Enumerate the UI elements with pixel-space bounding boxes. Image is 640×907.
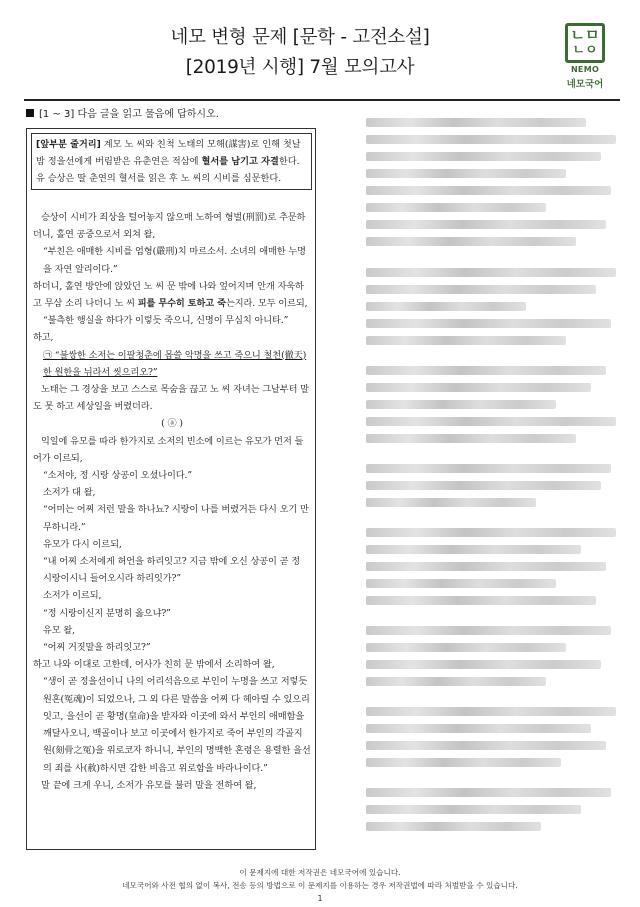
- blurred-text-line: [366, 643, 566, 652]
- blurred-text-line: [366, 481, 601, 490]
- passage-paragraph: [33, 278, 311, 312]
- blurred-text-line: [366, 579, 556, 588]
- blurred-text-line: [366, 707, 616, 716]
- blurred-text-line: [366, 285, 596, 294]
- plot-summary-box: [31, 133, 312, 190]
- passage-paragraph: “불측한 행실을 하다가 이렇듯 죽으니, 신명이 무심치 아니타.”: [43, 315, 289, 327]
- blurred-text-line: [366, 220, 606, 229]
- passage-paragraph: 소저가 대 왈,: [43, 487, 96, 499]
- blurred-text-line: [366, 677, 546, 686]
- blurred-text-line: [366, 788, 611, 797]
- page-subtitle: [2019년 시행] 7월 모의고사: [185, 57, 415, 78]
- blurred-questions-column: [346, 108, 620, 850]
- passage-paragraph: “어찌 거짓말을 하리잇고?”: [43, 642, 151, 654]
- blurred-text-line: [366, 562, 606, 571]
- blurred-text-line: [366, 203, 546, 212]
- passage-text: 는지라. 모두 이르되,: [225, 298, 308, 310]
- blurred-text-line: [366, 118, 586, 127]
- blurred-text-line: [366, 805, 581, 814]
- passage-paragraph: “생이 곧 정을선이니 나의 어리석음으로 부인이 누명을 쓰고 저렇듯 원혼(冤魂)이 되었으나, 그 외 다른 말씀을 어찌 다 헤아릴 수 있으리잇고, 을선이 곧 황명(皇命)을 받자와 이곳에 와서 부인의 애매함을 깨달사오니, 백골이나 보고 이곳에서 한가지로 죽어 부인의 각골지원(刻骨之冤)을 위로코자 하니니, 부인의 명백한 혼령은 용렬한 을선의 죄를 사(赦)하시면 감한 비음고 위로함을 바라나이다.”: [43, 676, 311, 774]
- passage-box: [26, 128, 316, 850]
- blurred-text-line: [366, 596, 596, 605]
- passage-body: [33, 209, 311, 794]
- passage-paragraph: 유모가 다시 이르되,: [43, 538, 122, 550]
- square-bullet-icon: [26, 109, 34, 117]
- logo-glyph-top: ㄴㅁ: [570, 26, 600, 44]
- passage-paragraph: 승상이 시비가 죄상을 털어놓지 않으매 노하여 형벌(刑罰)로 추문하더니, 홀연 공중으로서 외쳐 왈,: [33, 212, 306, 241]
- blurred-text-line: [366, 152, 601, 161]
- header-divider: [24, 99, 620, 101]
- passage-paragraph: 하고,: [33, 332, 54, 344]
- instruction-text: [1 ~ 3] 다음 글을 읽고 물음에 답하시오.: [39, 109, 219, 120]
- blurred-text-line: [366, 319, 611, 328]
- blurred-text-line: [366, 417, 616, 426]
- passage-paragraph: “어미는 어찌 저런 말을 하나뇨? 시랑이 나를 버렸거든 다시 오기 만무하니라.”: [43, 504, 309, 533]
- passage-paragraph: 말 끝에 크게 우니, 소저가 유모를 불러 말을 전하여 왈,: [41, 779, 257, 791]
- passage-paragraph: 소저가 이르되,: [43, 590, 102, 602]
- logo-korean-text: 네모국어: [566, 79, 604, 90]
- blurred-text-line: [366, 237, 576, 246]
- blurred-text-line: [366, 169, 566, 178]
- summary-text-2: 한다. 유 승상은 딸 춘연의 혈서를 읽은 후 노 씨의 시비를 심문한다.: [36, 156, 300, 184]
- blurred-text-line: [366, 528, 616, 537]
- blurred-text-line: [366, 498, 536, 507]
- summary-text-1: 계모 노 씨와 친척 노태의 모해(謀害)로 인해 첫날밤 정을선에게 버림받은 유춘연은 적삼에: [36, 139, 301, 167]
- passage-text: 하더니, 홀연 방안에 앉았던 노 씨 문 밖에 나와 엎어지며 안개 자욱하고 무삼 소리 나더니 노 씨: [33, 280, 304, 310]
- blurred-text-line: [366, 135, 616, 144]
- logo-mark: [565, 23, 605, 63]
- page-number: 1: [317, 894, 323, 903]
- logo-glyph-bottom: ㄴㅇ: [572, 43, 598, 58]
- blurred-text-line: [366, 336, 566, 345]
- copyright-line-2: 네모국어와 사전 협의 없이 복사, 전송 등의 방법으로 이 문제지를 이용하는 경우 저작권법에 따라 처벌받을 수 있습니다.: [122, 881, 518, 890]
- passage-paragraph: 익일에 유모를 따라 한가지로 소저의 빈소에 이르는 유모가 먼저 들어가 이르되,: [33, 435, 304, 464]
- blurred-text-line: [366, 383, 591, 392]
- blurred-text-line: [366, 186, 611, 195]
- passage-paragraph: “부친은 애매한 시비를 엄형(嚴刑)치 마르소서. 소녀의 애매한 누명을 자연 알리이다.”: [43, 246, 306, 275]
- blurred-text-line: [366, 724, 591, 733]
- passage-underlined-quote: ㉠ “불쌍한 소저는 이팔청춘에 몹쓸 악명을 쓰고 죽으니 철천(徹天)한 원한을 뉘라서 씻으리오?”: [43, 349, 307, 378]
- summary-bold-text: 혈서를 남기고 자결: [201, 156, 279, 167]
- nemo-logo: [560, 20, 620, 90]
- passage-paragraph: 노태는 그 경상을 보고 스스로 목숨을 끊고 노 씨 자녀는 그날부터 말도 못 하고 세상일을 버렸더라.: [33, 384, 309, 413]
- passage-paragraph: “소저야, 정 시랑 상공이 오셨나이다.”: [43, 470, 192, 482]
- blurred-text-line: [366, 302, 526, 311]
- question-instruction: [26, 108, 219, 122]
- passage-paragraph: 하고 나와 이대로 고한데, 어사가 친히 문 밖에서 소리하여 왈,: [33, 659, 275, 671]
- passage-paragraph: 유모 왈,: [43, 624, 75, 636]
- page-title: 네모 변형 문제 [문학 - 고전소설]: [170, 27, 430, 48]
- passage-paragraph: “정 시랑이신지 분명히 옳으냐?”: [43, 607, 171, 619]
- blurred-text-line: [366, 366, 606, 375]
- blurred-text-line: [366, 545, 581, 554]
- blurred-text-line: [366, 822, 541, 831]
- page-header: [0, 0, 640, 92]
- blurred-text-line: [366, 464, 611, 473]
- logo-english-text: NEMO: [570, 65, 600, 74]
- summary-label: [앞부분 줄거리]: [36, 139, 101, 150]
- blurred-text-line: [366, 434, 576, 443]
- blurred-text-line: [366, 741, 606, 750]
- blurred-text-line: [366, 660, 601, 669]
- passage-paragraph: “내 어찌 소저에게 허언을 하리잇고? 지금 밖에 오신 상공이 곧 정 시랑이시니 들어오시라 하리잇가?”: [43, 556, 301, 585]
- blurred-text-line: [366, 758, 561, 767]
- copyright-footer: [0, 866, 640, 892]
- blurred-text-line: [366, 268, 616, 277]
- passage-bold-text: 피를 무수히 토하고 죽: [137, 298, 226, 310]
- blurred-text-line: [366, 400, 556, 409]
- copyright-line-1: 이 문제지에 대한 저작권은 네모국어에 있습니다.: [239, 868, 401, 877]
- passage-blank-marker: ( ⓐ ): [161, 418, 183, 430]
- blurred-text-line: [366, 626, 611, 635]
